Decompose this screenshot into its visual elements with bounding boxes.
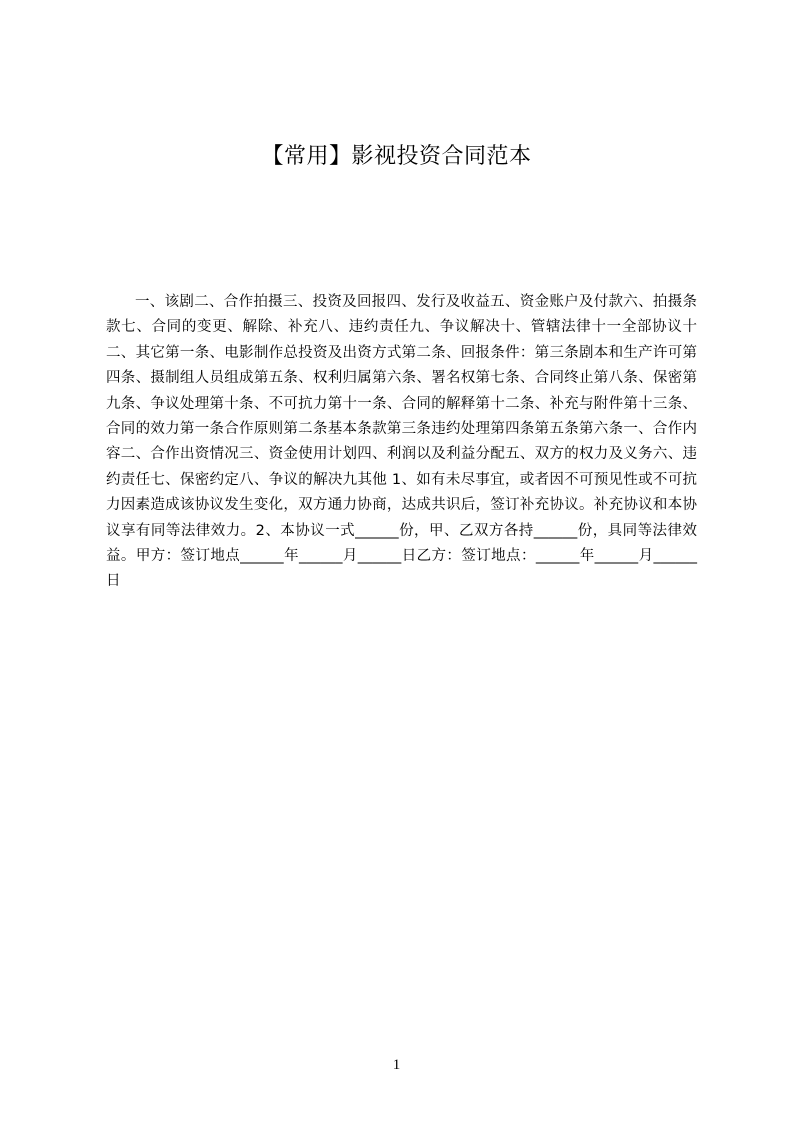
page-number: 1 — [392, 1057, 401, 1073]
document-body: 一、该剧二、合作拍摄三、投资及回报四、发行及收益五、资金账户及付款六、拍摄条款七、合同的变更、解除、补充八、违约责任九、争议解决十、管辖法律十一全部协议十二、其它第一条、电影制作总投资及出资方式第二条、回报条件：第三条剧本和生产许可第四条、摄制组人员组成第五条、权利归属第六条、署名权第七条、合同终止第八条、保密第九条、争议处理第十条、不可抗力第十一条、合同的解释第十二条、补充与附件第十三条、合同的效力第一条合作原则第二条基本条款第三条违约处理第四条第五条第六条一、合作内容二、合作出资情况三、资金使用计划四、利润以及利益分配五、双方的权力及义务六、违约责任七、保密约定八、争议的解决九其他 1、如有未尽事宜，或者因不可预见性或不可抗力因素造成该协议发生变化，双方通力协商，达成共识后，签订补充协议。补充协议和本协议享有同等法律效力。2、本协议一式______份，甲、乙双方各持______份，具同等法律效益。甲方：签订地点______年______月______日乙方：签订地点：______年______月______日 — [106, 294, 697, 590]
document-title: 【常用】影视投资合同范本 — [261, 144, 532, 169]
